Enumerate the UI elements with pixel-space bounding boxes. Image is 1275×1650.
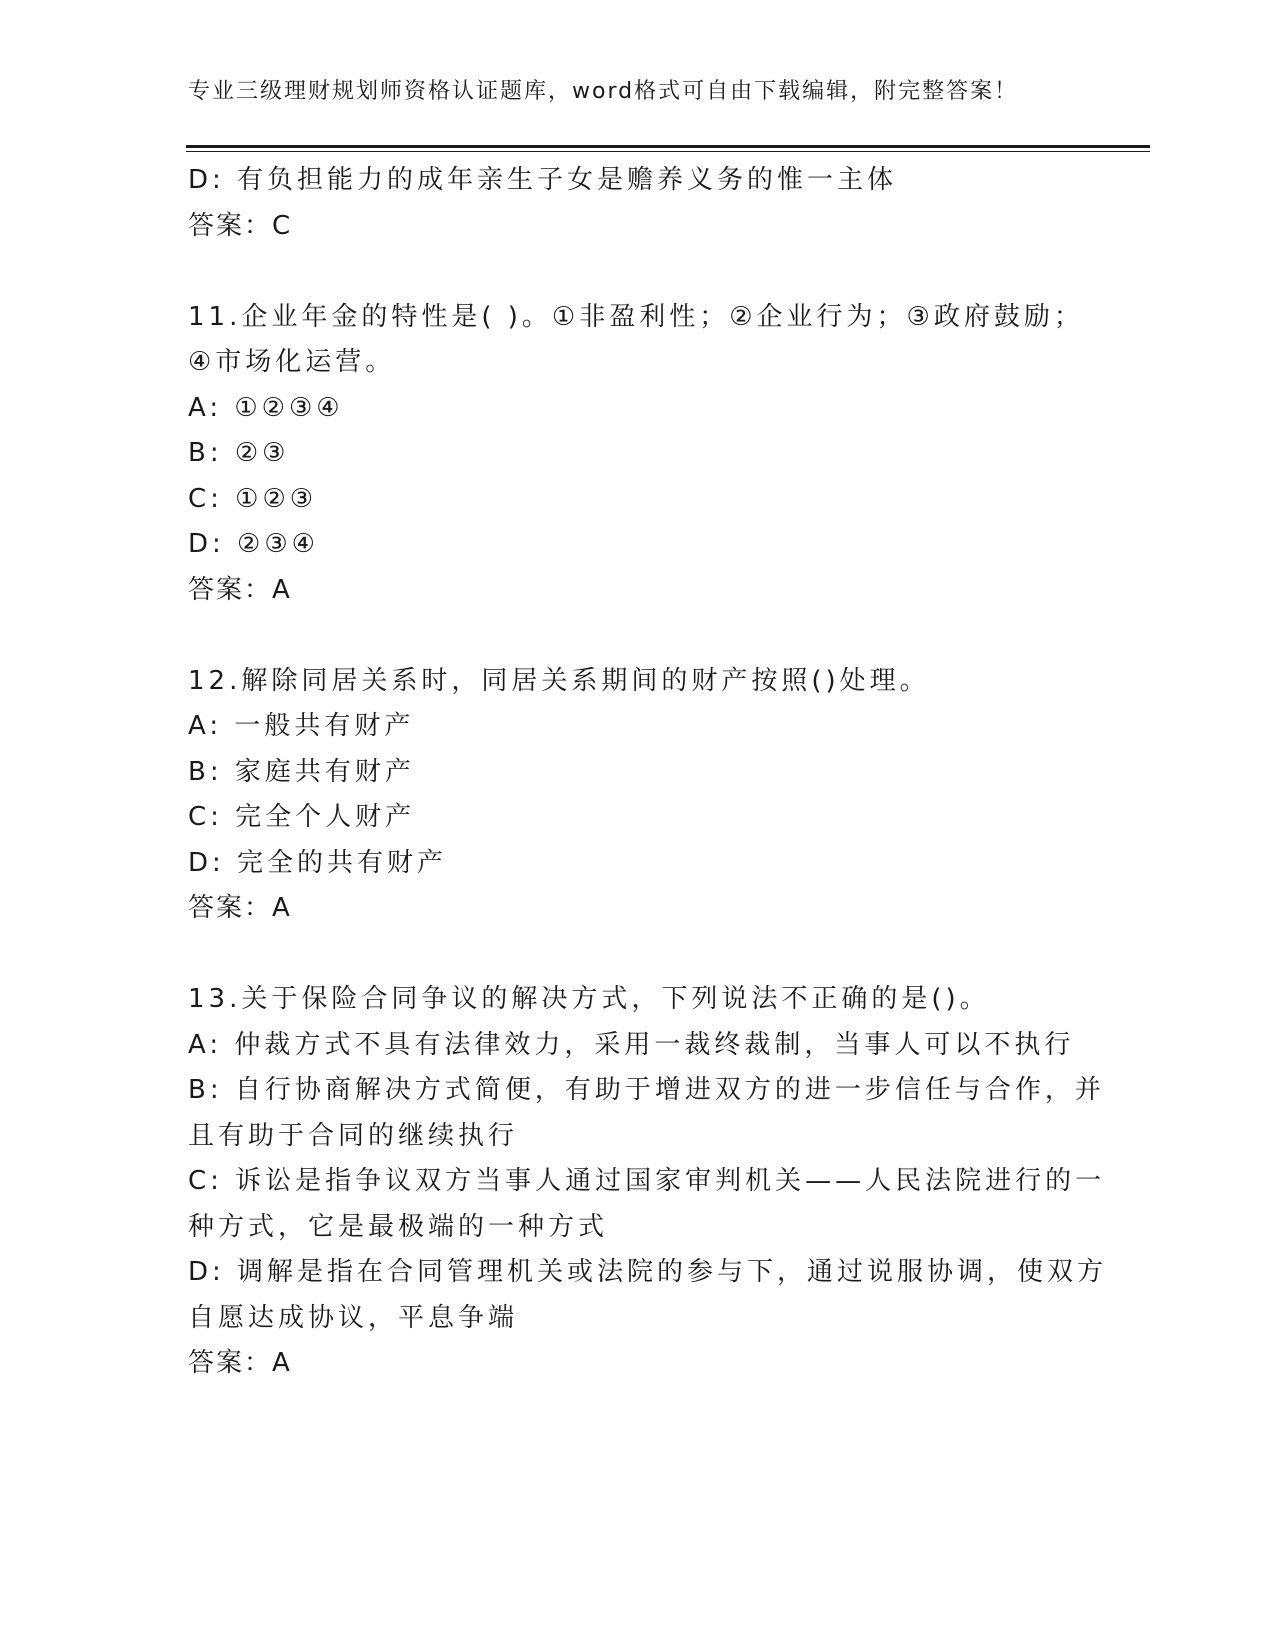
q13-option-b-line2: 且有助于合同的继续执行 [188,1120,519,1151]
q11-answer: 答案：A [188,574,292,605]
q11-option-a: A: ①②③④ [188,392,344,423]
q12-option-a: A: 一般共有财产 [188,711,415,741]
q10-option-d: D: 有负担能力的成年亲生子女是赡养义务的惟一主体 [188,165,898,195]
spacer [188,932,1088,978]
q11-stem-line1: 11.企业年金的特性是( )。①非盈利性；②企业行为；③政府鼓励； [188,301,1084,332]
q12-stem: 12.解除同居关系时，同居关系期间的财产按照()处理。 [188,665,930,696]
q13-option-d-line2: 自愿达成协议，平息争端 [188,1302,519,1333]
header-divider-thin [186,151,1150,152]
q12-answer: 答案：A [188,893,292,923]
q13-option-b-line1: B: 自行协商解决方式简便，有助于增进双方的进一步信任与合作，并 [188,1075,1105,1105]
question-content [188,158,1108,1387]
q13-option-a: A: 仲裁方式不具有法律效力，采用一裁终裁制，当事人可以不执行 [188,1029,1075,1060]
q11-option-c: C: ①②③ [188,483,318,514]
q13-answer: 答案：A [188,1348,292,1378]
spacer [188,249,1088,295]
q12-option-d: D: 完全的共有财产 [188,847,448,878]
q13-option-c-line1: C: 诉讼是指争议双方当事人通过国家审判机关——人民法院进行的一 [188,1166,1106,1196]
q12-option-b: B: 家庭共有财产 [188,756,415,787]
q11-option-b: B: ②③ [188,438,290,468]
spacer [188,613,1088,659]
page-header: 专业三级理财规划师资格认证题库，word格式可自由下载编辑，附完整答案！ [188,79,1019,104]
q11-option-d: D: ②③④ [188,529,319,559]
header-divider-thick [186,145,1150,148]
q10-answer: 答案：C [188,210,293,241]
q13-option-c-line2: 种方式，它是最极端的一种方式 [188,1211,609,1242]
q13-stem: 13.关于保险合同争议的解决方式，下列说法不正确的是()。 [188,984,990,1014]
q11-stem-line2: ④市场化运营。 [188,347,396,377]
q13-option-d-line1: D: 调解是指在合同管理机关或法院的参与下，通过说服协调，使双方 [188,1257,1108,1287]
q12-option-c: C: 完全个人财产 [188,802,416,832]
